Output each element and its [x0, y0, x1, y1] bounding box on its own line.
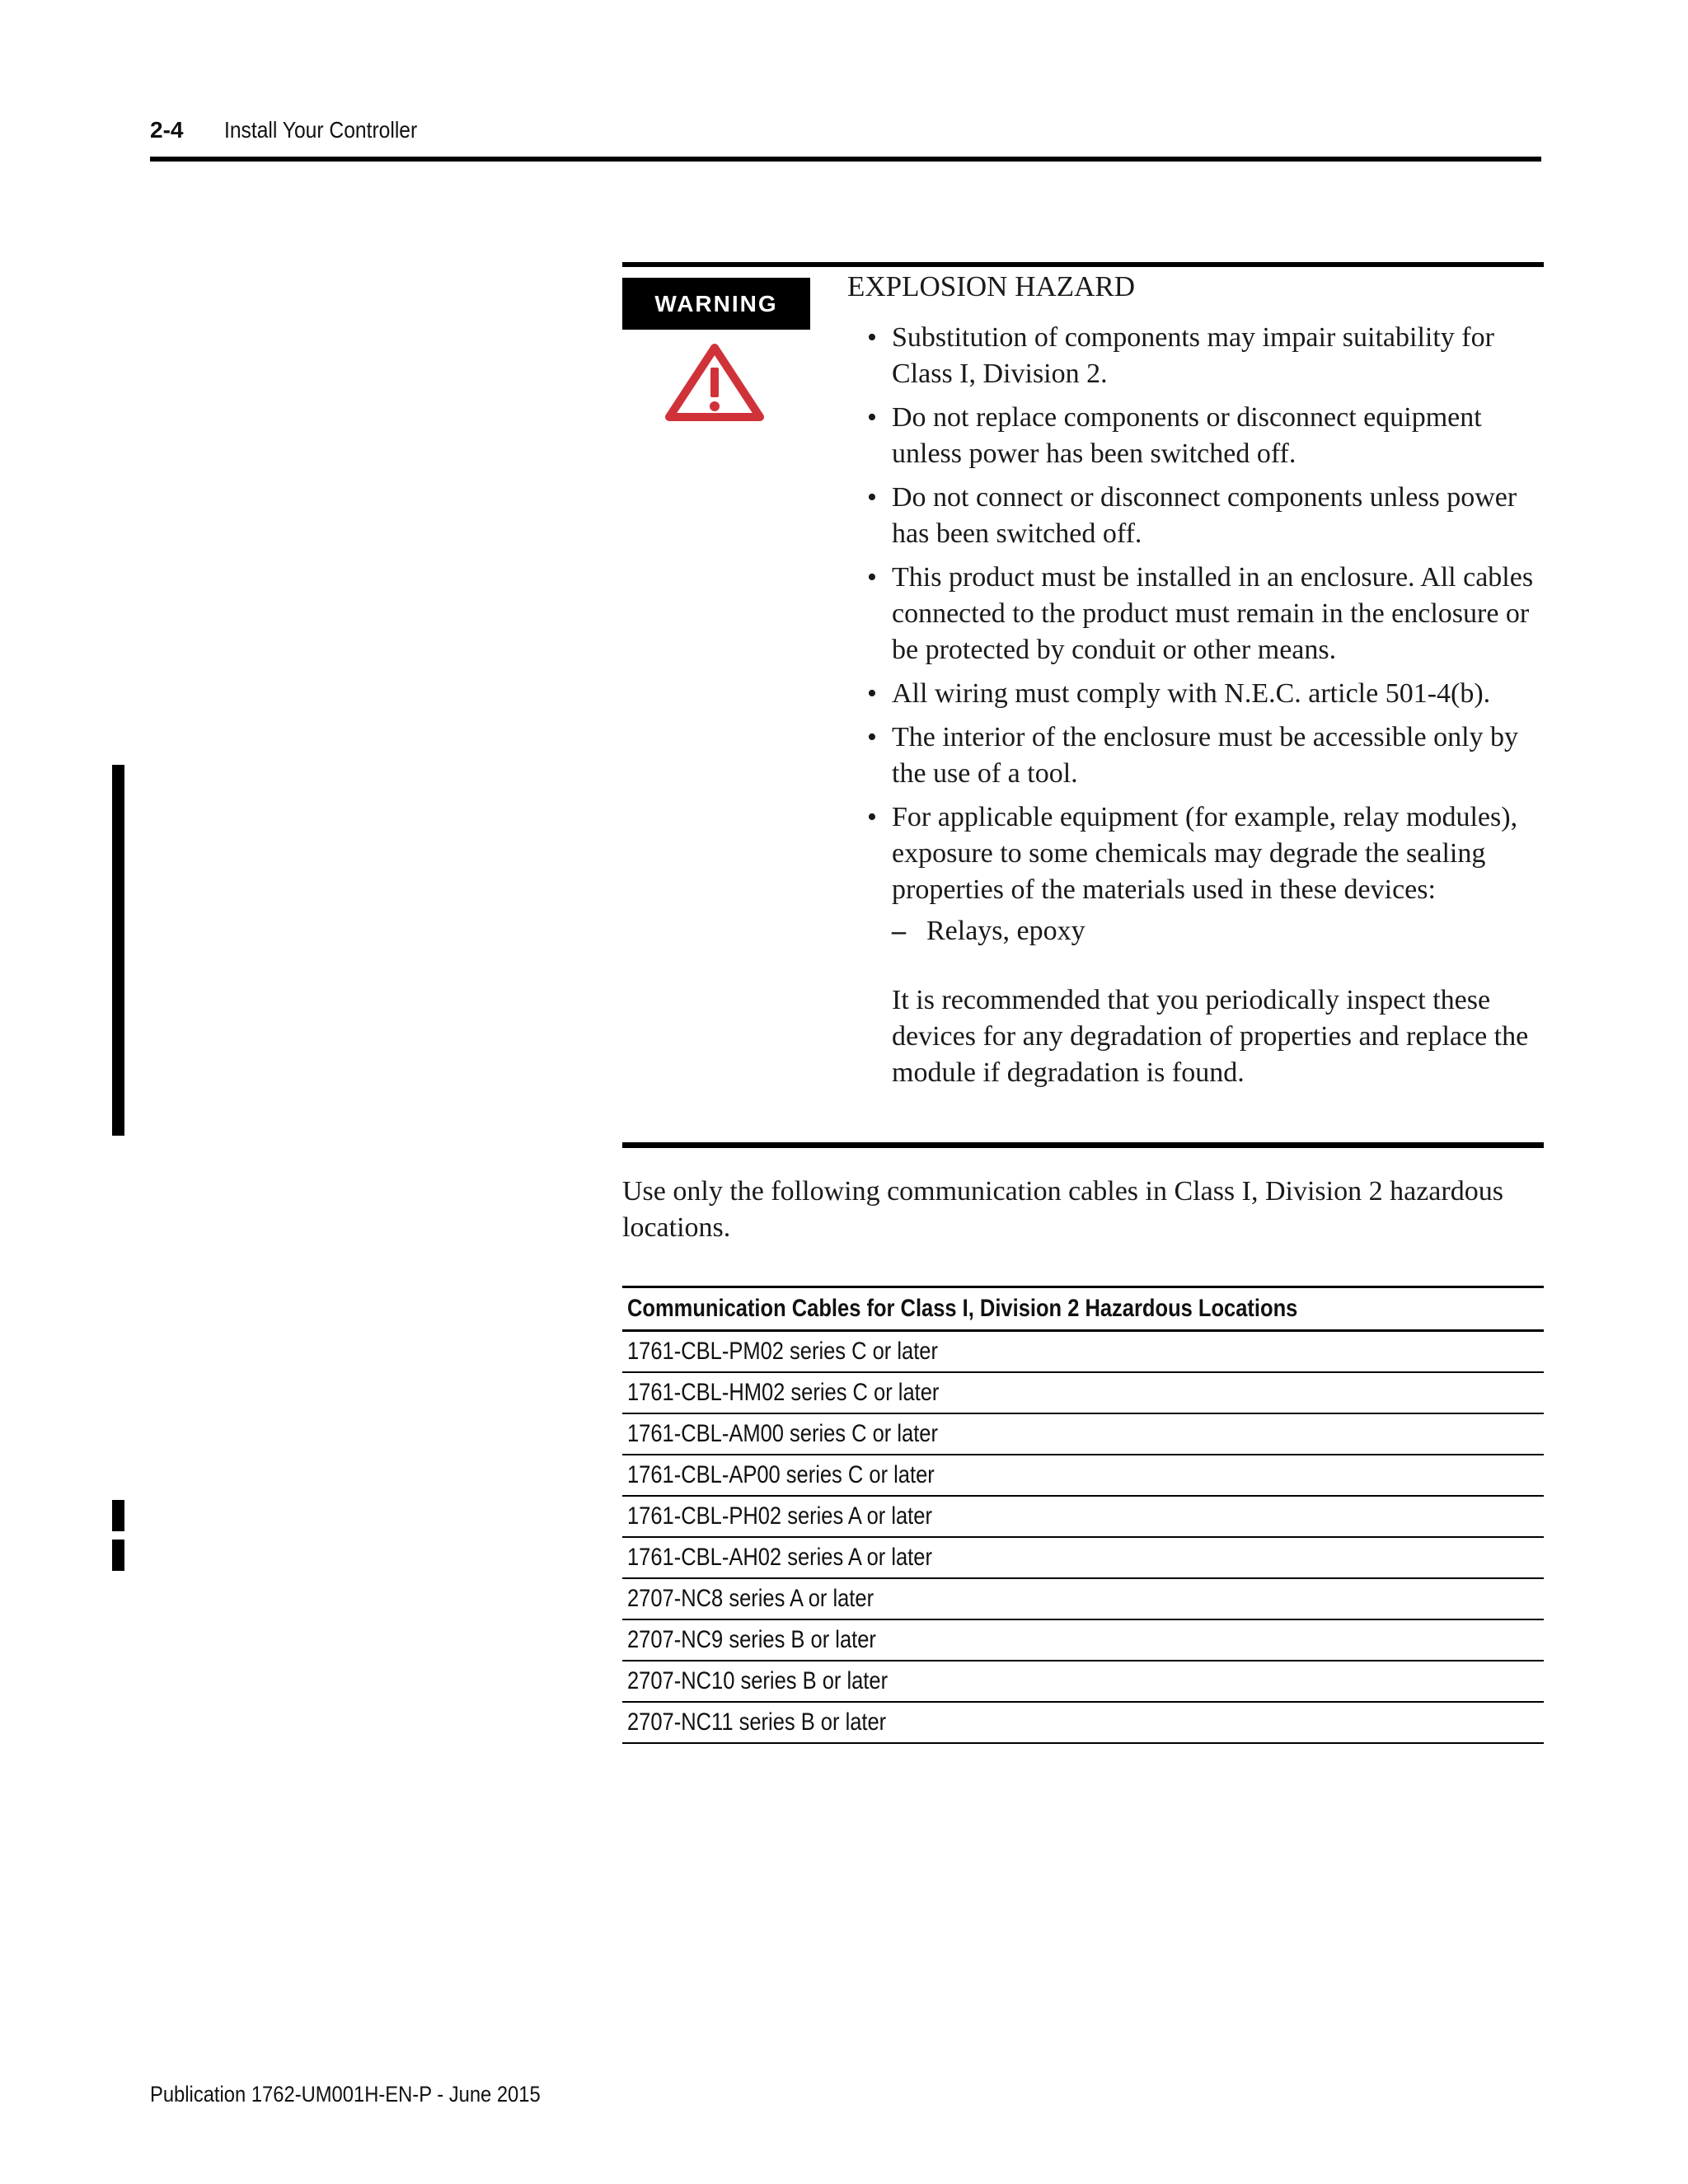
warning-sub-item-text: Relays, epoxy [926, 916, 1085, 946]
warning-bullet: For applicable equipment (for example, relay modules), exposure to some chemicals may degrade the sealing properties of the materials used in these devices: [892, 802, 1518, 905]
cable-name: 2707-NC11 series B or later [627, 1708, 887, 1736]
warning-bullet: • The interior of the enclosure must be accessible only by the use of a tool. [867, 719, 1551, 792]
table-cell [622, 1496, 1544, 1537]
change-bar [112, 765, 124, 1136]
warning-bullet: • Substitution of components may impair suitability for Class I, Division 2. [867, 320, 1551, 392]
warning-bullet: • Do not replace components or disconnect equipment unless power has been switched off. [867, 400, 1551, 472]
cable-name: 2707-NC10 series B or later [627, 1667, 889, 1694]
table-row [622, 1413, 1544, 1455]
intro-paragraph: Use only the following communication cables in Class I, Division 2 hazardous locations. [622, 1176, 1503, 1243]
warning-sub-list [892, 913, 1551, 949]
cable-name: 1761-CBL-AM00 series C or later [627, 1420, 938, 1447]
change-bar [112, 1500, 124, 1531]
table-header [622, 1287, 1544, 1331]
warning-note: It is recommended that you periodically inspect these devices for any degradation of properties and replace the module if degradation is found. [892, 985, 1529, 1088]
cable-name: 1761-CBL-PH02 series A or later [627, 1502, 932, 1530]
table-row [622, 1455, 1544, 1496]
table-row [622, 1702, 1544, 1743]
table-cell [622, 1331, 1544, 1373]
table-row [622, 1331, 1544, 1373]
warning-heading: EXPLOSION HAZARD [847, 270, 1136, 302]
publication-footer: Publication 1762-UM001H-EN-P - June 2015 [150, 2082, 541, 2107]
table-row [622, 1578, 1544, 1619]
cable-table [622, 1286, 1544, 1744]
cable-name: 2707-NC8 series A or later [627, 1585, 874, 1612]
dash-icon: – [892, 916, 906, 946]
running-title: Install Your Controller [224, 117, 418, 143]
table-cell [622, 1372, 1544, 1413]
table-row [622, 1496, 1544, 1537]
warning-bullet: • This product must be installed in an enclosure. All cables connected to the product must remain in the enclosure or be protected by conduit or other means. [867, 560, 1551, 668]
table-header-row [622, 1287, 1544, 1331]
change-bar [112, 1540, 124, 1571]
table-cell [622, 1661, 1544, 1702]
table-row [622, 1537, 1544, 1578]
page-number: 2-4 [150, 117, 184, 143]
table-cell [622, 1455, 1544, 1496]
table-cell [622, 1413, 1544, 1455]
warning-bottom-rule [622, 1142, 1544, 1148]
table-cell [622, 1578, 1544, 1619]
warning-list [867, 320, 1551, 1099]
cable-name: 1761-CBL-AH02 series A or later [627, 1544, 932, 1571]
table-cell [622, 1537, 1544, 1578]
warning-badge: WARNING [622, 278, 810, 330]
cable-name: 2707-NC9 series B or later [627, 1626, 876, 1653]
cable-name: 1761-CBL-PM02 series C or later [627, 1338, 938, 1365]
table-row [622, 1619, 1544, 1661]
warning-bullet: • All wiring must comply with N.E.C. article 501-4(b). [867, 676, 1551, 712]
table-row [622, 1661, 1544, 1702]
warning-top-rule [622, 262, 1544, 267]
warning-sub-item [892, 913, 1551, 949]
warning-bullet: • Do not connect or disconnect components unless power has been switched off. [867, 480, 1551, 552]
header-rule [150, 157, 1541, 162]
table-header-text: Communication Cables for Class I, Division 2 Hazardous Locations [627, 1295, 1298, 1322]
warning-triangle-icon [664, 343, 765, 422]
table-cell [622, 1702, 1544, 1743]
warning-bullet-with-subitems [867, 799, 1551, 1091]
cable-name: 1761-CBL-AP00 series C or later [627, 1461, 935, 1488]
table-cell [622, 1619, 1544, 1661]
cable-name: 1761-CBL-HM02 series C or later [627, 1379, 940, 1406]
table-row [622, 1372, 1544, 1413]
